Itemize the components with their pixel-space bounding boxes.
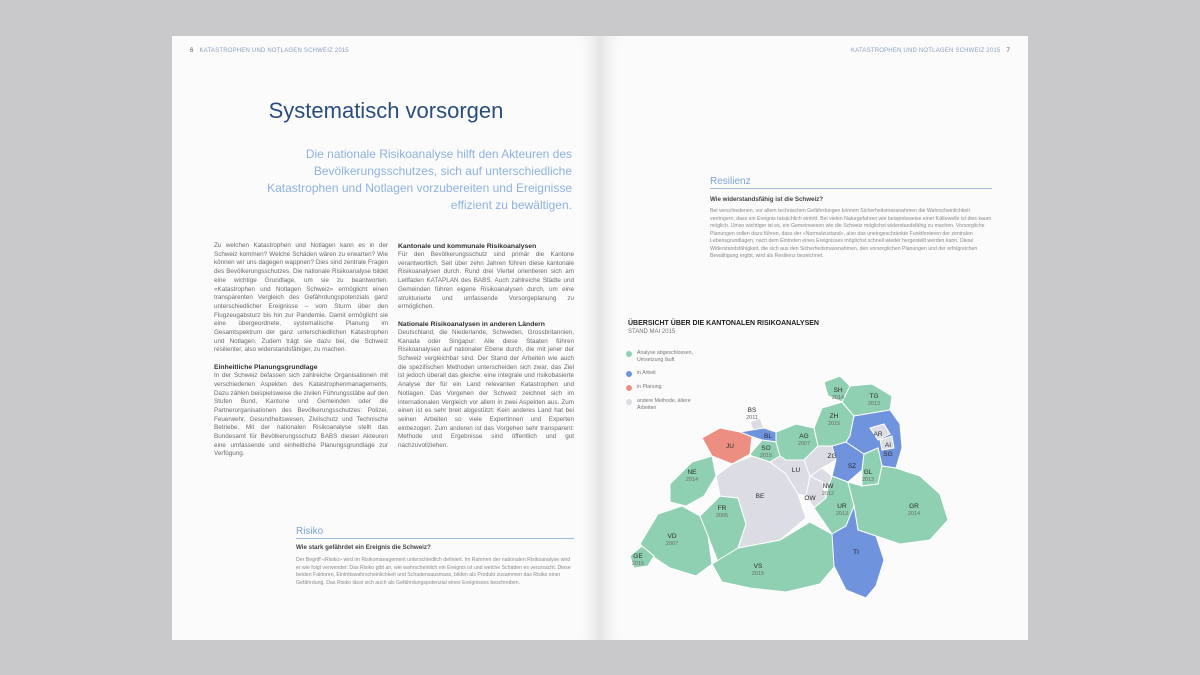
- canton-year: 2015: [751, 571, 765, 577]
- canton-label: NW: [822, 483, 834, 490]
- risiko-heading: Risiko: [296, 526, 574, 539]
- canton-label: SG: [883, 451, 893, 458]
- canton-label: AG: [799, 433, 809, 440]
- intro-paragraph: Zu welchen Katastrophen und Notlagen kann es in der Schweiz kommen? Welche Schäden wären zu erwarten? Wie können wir uns dagegen wappnen? Dies sind zentrale Fragen des Bevölkerungsschutzes. Die nationale Risikoanalyse bildet eine wichtige Grundlage, um sie zu beantworten. «Katastrophen und Notlagen Schweiz» ermöglicht einen transparenten Vergleich des Gefährdungspotenzials ganz unterschiedlicher Ereignisse – vom Sturm über den Flugzeugabsturz bis hin zur Pandemie. Damit ermöglicht sie eine übergeordnete, systematische Planung im Gesamtspektrum der ganz unterschiedlichen Katastrophen und Notlagen. Zudem trägt sie dazu bei, die Schweiz resilienter, also widerstandsfähiger, zu machen.: [214, 242, 388, 354]
- left-page-header: [184, 48, 349, 54]
- canton-year: 2007: [665, 541, 679, 547]
- canton-year: 2015: [759, 453, 773, 459]
- canton-label: SO: [761, 445, 771, 452]
- left-running-title: KATASTROPHEN UND NOTLAGEN SCHWEIZ 2015: [199, 48, 349, 54]
- canton-year: 2015: [631, 561, 645, 567]
- body-paragraph: In der Schweiz befassen sich zahlreiche Organisationen mit verschiedenen Aspekten des Katastrophenmanagements. Dazu zählen beispielsweise die zivilen Führungsstäbe auf den Stufen Bund, Kantone und Gemeinden oder die Partnerorganisationen des Bevölkerungsschutzes: Polizei, Feuerwehr, Gesundheitswesen, Zivilschutz und Technische Betriebe. Mit der nationalen Risikoanalyse stellt das Bundesamt für Bevölkerungsschutz BABS diesen Akteuren eine umfassende und einheitliche Planungsgrundlage zur Verfügung.: [214, 372, 388, 458]
- canton-label: UR: [837, 503, 847, 510]
- canton-label: BE: [755, 493, 765, 500]
- canton-year: 2014: [685, 477, 699, 483]
- canton-label: GR: [909, 503, 919, 510]
- risiko-text: Der Begriff «Risiko» wird im Risikomanagement unterschiedlich definiert. Im Rahmen der nationalen Risikoanalyse wird er wie folgt verwendet: Das Risiko gibt an, wie wahrscheinlich ein Ereignis ist und welche Schäden es verursacht. Diese beiden Faktoren, Eintrittswahrscheinlichkeit und Schadensausmass, bilden als Produkt zusammen das Risiko einer Gefährdung. Das Risiko lässt sich auch als Gefährdungspotenzial eines Ereignisses beschreiben.: [296, 557, 571, 586]
- resilienz-text: Bei verschiedenen, vor allem technischen Gefährdungen können Sicherheitsmassnahmen die Wahrscheinlichkeit verringern, dass ein Ereignis tatsächlich eintritt. Bei vielen Naturgefahren wie beispielsweise einer Kältewelle ist dies kaum möglich. Umso wichtiger ist es, ein Gemeinwesen wie die Schweiz möglichst widerstandsfähig zu machen. Vorsorgliche Planungen sollen dazu führen, dass der «Normalzustand», also das uneingeschränkte Funktionieren der zentralen Lebensgrundlagen, nach dem Eintreten eines Ereignisses möglichst schnell wieder hergestellt werden kann. Diese Widerstandsfähigkeit, die sich aus den Sicherheitsmassnahmen, den vorsorglichen Planungen und der erfolgreichen Bewältigung ergibt, wird als Resilienz bezeichnet.: [710, 208, 992, 259]
- canton-year: 2014: [831, 395, 845, 401]
- canton-label: TI: [853, 549, 859, 556]
- left-page: [172, 36, 600, 640]
- canton-label: OW: [804, 495, 816, 502]
- canton-label: ZH: [829, 413, 839, 420]
- legend-label: in Planung: [637, 384, 662, 390]
- canton-year: 2007: [797, 441, 811, 447]
- right-page-number: 7: [1006, 48, 1010, 54]
- canton-label: AR: [873, 431, 883, 438]
- body-paragraph: Für den Bevölkerungsschutz sind primär die Kantone verantwortlich. Seit über zehn Jahren führen diese kantonale Risikoanalysen durch. Rund drei Viertel orientieren sich am Leitfaden KATAPLAN des BABS. Auch zahlreiche Städte und Gemeinden führen eigene Risikoanalysen durch, um eine strukturierte und umfassende Vorsorgeplanung zu ermöglichen.: [398, 251, 574, 311]
- canton-label: SH: [833, 387, 843, 394]
- canton-year: 2015: [827, 421, 841, 427]
- body-paragraph: Deutschland, die Niederlande, Schweden, Grossbritannien, Kanada oder Singapur: Alle diese Staaten führen Risikoanalysen auf nationaler Ebene durch, die mit jener der Schweiz vergleichbar sind. Der Stand der Arbeiten wie auch die spezifischen Methoden unterscheiden sich zwar, das Ziel ist jedoch überall das gleiche: eine integrale und risikobasierte Analyse der für ein Land relevanten Katastrophen und Notlagen. Das Vorgehen der Schweiz zeichnet sich im internationalen Vergleich vor allem in zwei Aspekten aus. Zum einen ist es sehr breit abgestützt: Kein anderes Land hat bei seinen Arbeiten so viele Expertinnen und Experten einbezogen. Zum anderen ist das Vorgehen sehr transparent: Methode und Ergebnisse sind öffentlich und gut nachzuvollziehen.: [398, 328, 574, 450]
- canton-label: JU: [726, 443, 734, 450]
- resilienz-heading: Resilienz: [710, 176, 992, 189]
- legend-label: in Arbeit: [637, 370, 656, 376]
- canton-label: TG: [869, 393, 879, 400]
- canton-label: BL: [764, 433, 772, 440]
- canton-year: 2005: [715, 513, 729, 519]
- legend-label: andere Methode, ältere Arbeiten: [637, 398, 691, 411]
- right-running-title: KATASTROPHEN UND NOTLAGEN SCHWEIZ 2015: [851, 48, 1001, 54]
- canton-label: VS: [753, 563, 763, 570]
- canton-label: VD: [667, 533, 677, 540]
- map-subtitle: STAND MAI 2015: [628, 329, 676, 335]
- canton-label: GL: [863, 469, 873, 476]
- section-heading: Kantonale und kommunale Risikoanalysen: [398, 243, 537, 250]
- canton-year: 2011: [746, 415, 758, 421]
- section-heading: Nationale Risikoanalysen in anderen Ländern: [398, 320, 545, 328]
- canton-year: 2013: [861, 477, 875, 483]
- canton-year: 2013: [867, 401, 881, 407]
- legend-label: Analyse abgeschlossen, Umsetzung läuft: [637, 350, 693, 363]
- text-column-2: [398, 242, 574, 459]
- canton-label: FR: [717, 505, 727, 512]
- canton-label: BS: [747, 407, 757, 414]
- canton-label: SZ: [847, 463, 857, 470]
- resilienz-subheading: Wie widerstandsfähig ist die Schweiz?: [710, 196, 824, 203]
- canton-year: 2013: [835, 511, 849, 517]
- swiss-canton-map: [600, 36, 1028, 640]
- text-column-1: [214, 242, 388, 467]
- section-heading: Einheitliche Planungsgrundlage: [214, 364, 318, 372]
- left-page-number: 6: [190, 48, 194, 54]
- map-title: ÜBERSICHT ÜBER DIE KANTONALEN RISIKOANALYSEN: [628, 320, 819, 327]
- right-page: [600, 36, 1028, 640]
- canton-year: 2014: [907, 511, 921, 517]
- lead-paragraph: Die nationale Risikoanalyse hilft den Akteuren des Bevölkerungsschutzes, sich auf unterschiedliche Katastrophen und Notlagen vorzubereiten und Ereignisse effizient zu bewältigen.: [267, 147, 572, 212]
- canton-year: 2012: [821, 491, 835, 497]
- page-title: Systematisch vorsorgen: [268, 98, 504, 123]
- canton-label: NE: [687, 469, 697, 476]
- canton-label: GE: [633, 553, 643, 560]
- canton-label: ZG: [827, 453, 837, 460]
- canton-label: LU: [791, 467, 801, 474]
- canton-label: AI: [884, 442, 892, 449]
- risiko-subheading: Wie stark gefährdet ein Ereignis die Schweiz?: [296, 544, 431, 551]
